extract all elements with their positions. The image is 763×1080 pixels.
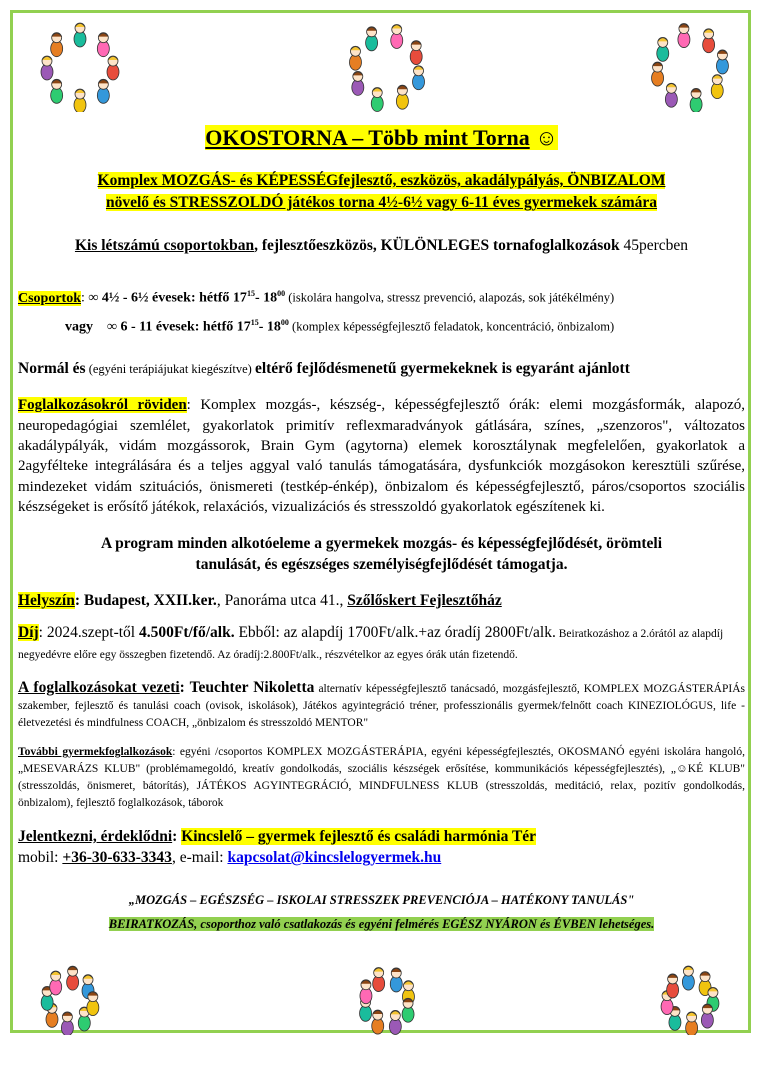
brief-label: Foglalkozásokról röviden bbox=[18, 397, 187, 414]
child-figure bbox=[410, 41, 422, 65]
fee-paragraph bbox=[18, 623, 745, 665]
contact-label: Jelentkezni, érdeklődni bbox=[18, 828, 173, 846]
children-circle-image-top-left bbox=[30, 22, 130, 112]
intro-duration: 45percben bbox=[619, 237, 689, 254]
normal-b: (egyéni terápiájukat kiegészítve) bbox=[85, 362, 255, 377]
groups-label: Csoportok bbox=[18, 290, 82, 306]
leader-name: : Teuchter Nikoletta bbox=[179, 679, 315, 697]
title-smiley: ☺ bbox=[530, 125, 558, 150]
location-label: Helyszín bbox=[18, 592, 75, 610]
location-street: , Panoráma utca 41., bbox=[216, 592, 348, 610]
group-2-age: ∞ 6 - 11 évesek bbox=[107, 319, 195, 335]
child-figure bbox=[41, 56, 53, 80]
children-circle-image-bottom-center bbox=[337, 965, 437, 1035]
leader-desc: alternatív képességfejlesztő tanácsadó, mozgásfejlesztő, KOMPLEX MOZGÁSTERÁPIÁs szakember, fejlesztő és tanulási coach (ovisok, iskolások), Játékos agyintegráció tréner, professzionális gyermek/felnőtt coach KINEZIOLÓGUS, life - életvezetési és mindfulness COACH, „önbizalom és stresszoldó MENTOR" bbox=[18, 683, 745, 730]
child-figure bbox=[690, 88, 702, 112]
enroll-text: BEIRATKOZÁS, csoporthoz való csatlakozás és egyéni felmérés EGÉSZ NYÁRON és ÉVBEN lehetséges. bbox=[108, 917, 655, 932]
group-1-start-minutes: 15 bbox=[246, 289, 255, 298]
fee-from: : 2024.szept-től bbox=[38, 624, 139, 642]
groups-section bbox=[18, 284, 745, 337]
child-figure bbox=[50, 971, 62, 995]
group-1: Csoportok: ∞ 4½ - 6½ évesek: hétfő $17^{15}-$ $18^{00}$ (iskolára hangolva, stressz prevenció, alapozás, sok játékélmény) bbox=[18, 289, 615, 306]
child-figure bbox=[74, 89, 86, 112]
flyer-content bbox=[18, 124, 745, 934]
child-figure bbox=[372, 1010, 384, 1034]
child-figure bbox=[352, 71, 364, 95]
email-label: , e-mail: bbox=[171, 849, 228, 867]
child-figure bbox=[686, 1012, 698, 1035]
child-figure bbox=[97, 33, 109, 57]
group-2-time: : hétfő 17 bbox=[194, 319, 251, 335]
group-1-end: - 18 bbox=[254, 290, 278, 306]
mobile-number[interactable]: +36-30-633-3343 bbox=[62, 849, 172, 867]
child-figure bbox=[67, 966, 79, 990]
subtitle-line-1: Komplex MOZGÁS- és KÉPESSÉGfejlesztő, eszközös, akadálypályás, ÖNBIZALOM bbox=[97, 172, 666, 189]
child-figure bbox=[701, 1004, 713, 1028]
child-figure bbox=[716, 50, 728, 74]
child-figure bbox=[657, 37, 669, 61]
contact-colon: : bbox=[172, 828, 182, 846]
group-2-desc: (komplex képességfejlesztő feladatok, koncentráció, önbizalom) bbox=[288, 319, 615, 334]
fee-note: Beiratkozáshoz a 2.órától az alapdíj negyedévre előre egy összegben fizetendő. Az óradíj:2.800Ft/alk., részvételkor az egyes órák után fizetendő. bbox=[18, 628, 724, 662]
child-figure bbox=[74, 23, 86, 47]
slogan: „MOZGÁS – EGÉSZSÉG – ISKOLAI STRESSZEK PREVENCIÓJA – HATÉKONY TANULÁS" bbox=[128, 893, 635, 908]
program-statement bbox=[18, 533, 745, 575]
child-figure bbox=[665, 83, 677, 107]
normal-line bbox=[18, 359, 745, 379]
groups-or: vagy bbox=[65, 319, 93, 335]
child-figure bbox=[389, 1010, 401, 1034]
children-circle-image-top-right bbox=[640, 22, 740, 112]
child-figure bbox=[360, 980, 372, 1004]
child-figure bbox=[97, 79, 109, 103]
child-figure bbox=[366, 27, 378, 51]
child-figure bbox=[703, 29, 715, 53]
group-2-end-minutes: 00 bbox=[280, 317, 289, 327]
brief-paragraph bbox=[18, 395, 745, 517]
normal-c: eltérő fejlődésmenetű gyermekeknek is egyaránt ajánlott bbox=[254, 360, 630, 378]
child-figure bbox=[61, 1012, 73, 1035]
child-figure bbox=[667, 974, 679, 998]
child-figure bbox=[652, 62, 664, 86]
leader-paragraph bbox=[18, 679, 745, 732]
group-1-time: : hétfő 17 bbox=[190, 290, 247, 306]
child-figure bbox=[396, 85, 408, 109]
intro-bold: Kis létszámú csoportokban bbox=[74, 237, 255, 254]
fee-amount: 4.500Ft/fő/alk. bbox=[138, 624, 235, 642]
child-figure bbox=[349, 46, 361, 70]
children-circle-image-bottom-left bbox=[20, 965, 120, 1035]
child-figure bbox=[391, 24, 403, 48]
child-figure bbox=[87, 992, 99, 1016]
child-figure bbox=[373, 968, 385, 992]
more-label: További gyermekfoglalkozások bbox=[18, 746, 173, 759]
enroll-line bbox=[18, 914, 745, 934]
contact-section bbox=[18, 826, 745, 868]
subtitle bbox=[18, 170, 745, 214]
group-2 bbox=[18, 313, 745, 338]
mobile-label: mobil: bbox=[18, 849, 63, 867]
intro-rest: , fejlesztőeszközös, KÜLÖNLEGES tornafoglalkozások bbox=[254, 237, 620, 254]
location-city: : Budapest, XXII.ker. bbox=[74, 592, 217, 610]
child-figure bbox=[107, 56, 119, 80]
leader-label: A foglalkozásokat vezeti bbox=[18, 679, 180, 697]
normal-a: Normál és bbox=[18, 360, 86, 378]
more-text: : egyéni /csoportos KOMPLEX MOZGÁSTERÁPIA, egyéni képességfejlesztés, OKOSMANÓ egyéni iskolára hangoló, „MESEVARÁZS KLUB" (problémamegoldó, kreatív gondolkodás, szociális készségek erősítése, kommunikációs képességfejlesztés), „☺KÉ KLUB" (stresszoldás, önismeret, bátorítás), JÁTÉKOS AGYINTEGRÁCIÓ, MINDFULNESS KLUB (stresszoldás, meditáció, relax, pozitív gondolkodás, önbizalom), fejlesztő foglalkozások, táborok bbox=[18, 746, 745, 810]
program-line-1: A program minden alkotóeleme a gyermekek mozgás- és képességfejlődését, örömteli bbox=[100, 535, 663, 553]
group-2-end: - 18 bbox=[258, 319, 281, 335]
page-title bbox=[18, 124, 745, 152]
group-1-age: ∞ 4½ - 6½ évesek bbox=[88, 290, 191, 306]
intro-line bbox=[18, 236, 745, 256]
fee-breakdown: Ebből: az alapdíj 1700Ft/alk.+az óradíj 2800Ft/alk. bbox=[234, 624, 556, 642]
group-1-desc: (iskolára hangolva, stressz prevenció, alapozás, sok játékélmény) bbox=[285, 290, 615, 305]
fee-label: Díj bbox=[18, 624, 39, 642]
child-figure bbox=[682, 966, 694, 990]
subtitle-line-2: növelő és STRESSZOLDÓ játékos torna 4½-6½ vagy 6-11 éves gyermekek számára bbox=[105, 194, 658, 211]
more-paragraph bbox=[18, 744, 745, 812]
brief-text: : Komplex mozgás-, készség-, képességfejlesztő órák: elemi mozgásformák, alapozó, neuropedagógiai szemlélet, gyakorlatok primitív reflexmaradványok gátlására, színes, „szenzoros", változatos akadálypályák, vidám mozgássorok, Brain Gym (agytorna) elemek korosztálynak megfelelően, gyakorlatok a 2agyfélteke integrálására és a teljes aggyal való tanulás támogatására, dysfunkciók mozgásokon keresztüli szűrése, mindezeket vidám szituációs, önismereti (testkép-énkép), önbizalom és képességfejlesztő, páros/csoportos szociális készségeket is erősítő játékok, relaxációs, vizualizációs és stresszoldó gyakorlatok egészítenek ki. bbox=[18, 397, 745, 515]
email-link[interactable]: kapcsolat@kincslelogyermek.hu bbox=[227, 849, 442, 867]
child-figure bbox=[390, 968, 402, 992]
title-text: OKOSTORNA – Több mint Torna bbox=[205, 125, 530, 150]
location-line bbox=[18, 591, 745, 611]
location-venue: Szőlőskert Fejlesztőház bbox=[347, 592, 502, 610]
group-1-end-minutes: 00 bbox=[277, 289, 286, 298]
children-circle-image-top-center bbox=[337, 22, 437, 112]
child-figure bbox=[413, 66, 425, 90]
child-figure bbox=[371, 88, 383, 112]
child-figure bbox=[51, 33, 63, 57]
child-figure bbox=[711, 75, 723, 99]
program-line-2: tanulását, és egészséges személyiségfejlődését támogatja. bbox=[195, 556, 568, 574]
contact-org: Kincslelő – gyermek fejlesztő és családi harmónia Tér bbox=[181, 828, 537, 846]
child-figure bbox=[51, 79, 63, 103]
children-circle-image-bottom-right bbox=[640, 965, 740, 1035]
child-figure bbox=[678, 24, 690, 48]
child-figure bbox=[402, 998, 414, 1022]
group-2-start-minutes: 15 bbox=[250, 317, 259, 327]
